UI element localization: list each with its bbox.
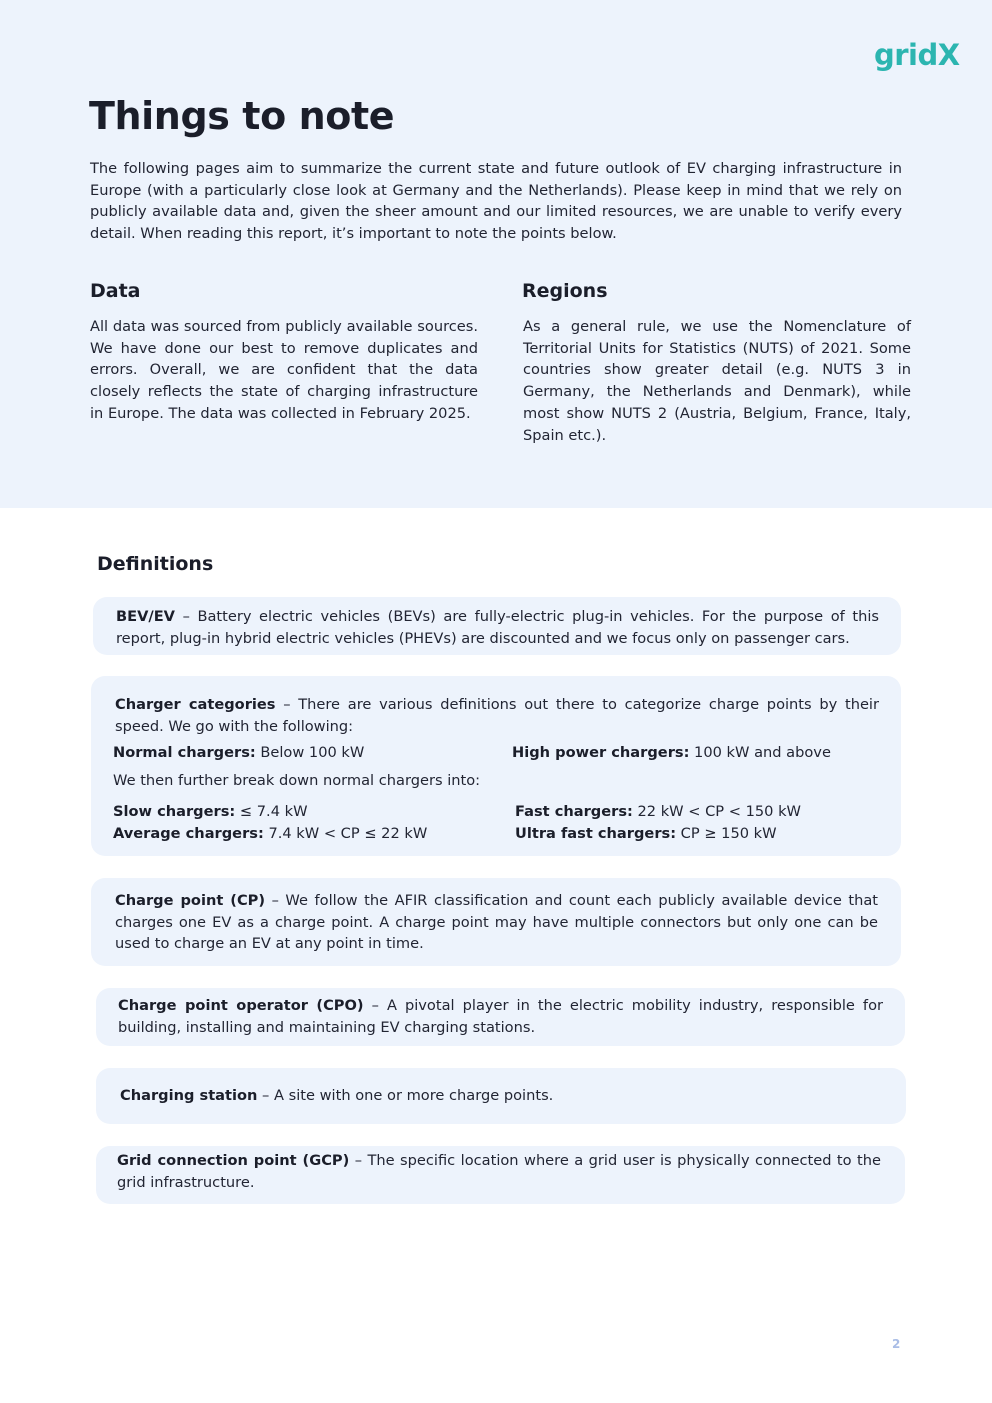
normal-chargers-label: Normal chargers:: [113, 744, 256, 761]
average-chargers-row: [113, 823, 427, 845]
regions-text: As a general rule, we use the Nomenclature of Territorial Units for Statistics (NUTS) of 2021. Some countries show greater detail (e.g. NUTS 3 in Germany, the Netherlands and Denmark), while most show NUTS 2 (Austria, Belgium, France, Italy, Spain etc.).: [523, 318, 911, 444]
regions-heading: Regions: [522, 280, 608, 302]
gcp-text: – The specific location where a grid user is physically connected to the grid infrastructure.: [117, 1152, 881, 1191]
bev-definition: [116, 606, 879, 649]
fast-chargers-label: Fast chargers:: [515, 803, 633, 820]
intro-paragraph: The following pages aim to summarize the current state and future outlook of EV charging infrastructure in Europe (with a particularly close look at Germany and the Netherlands). Please keep in mind that we rely on publicly available data and, given the sheer amount and our limited resources, we are unable to verify every detail. When reading this report, it’s important to note the points below.: [90, 160, 902, 243]
definition-card-cpo: [96, 988, 905, 1046]
cpo-term: Charge point operator (CPO): [118, 997, 364, 1014]
definition-card-charge-point: [91, 878, 901, 966]
average-chargers-value: 7.4 kW < CP ≤ 22 kW: [263, 825, 428, 842]
gcp-definition: [117, 1150, 881, 1193]
page-number: 2: [892, 1337, 901, 1351]
ultra-fast-chargers-value: CP ≥ 150 kW: [676, 825, 777, 842]
cpo-definition: [118, 995, 883, 1038]
bev-term: BEV/EV: [116, 608, 175, 625]
high-power-chargers-label: High power chargers:: [512, 744, 690, 761]
fast-chargers-value: 22 kW < CP < 150 kW: [632, 803, 801, 820]
gridx-logo: gridX: [874, 38, 960, 72]
normal-chargers-value: Below 100 kW: [255, 744, 365, 761]
high-power-chargers-value: 100 kW and above: [689, 744, 831, 761]
cpo-text: – A pivotal player in the electric mobility industry, responsible for building, installing and maintaining EV charging stations.: [118, 997, 883, 1036]
charge-point-term: Charge point (CP): [115, 892, 266, 909]
high-power-chargers-row: [512, 742, 831, 764]
definitions-heading: Definitions: [97, 553, 214, 575]
charger-categories-text: – There are various definitions out there to categorize charge points by their speed. We go with the following:: [115, 696, 879, 735]
normal-chargers-row: [113, 742, 364, 764]
ultra-fast-chargers-row: [515, 823, 777, 845]
ultra-fast-chargers-label: Ultra fast chargers:: [515, 825, 677, 842]
definition-card-charger-categories: [91, 676, 901, 856]
data-heading: Data: [90, 280, 141, 302]
charging-station-term: Charging station: [120, 1087, 258, 1104]
breakdown-text: We then further break down normal chargers into:: [113, 772, 481, 789]
definition-card-charging-station: [96, 1068, 906, 1124]
data-text: All data was sourced from publicly available sources. We have done our best to remove duplicates and errors. Overall, we are confident that the data closely reflects the state of charging infrastructure in Europe. The data was collected in February 2025.: [90, 318, 478, 422]
charging-station-definition: [120, 1085, 884, 1107]
fast-chargers-row: [515, 801, 801, 823]
average-chargers-label: Average chargers:: [113, 825, 264, 842]
page-title: Things to note: [89, 94, 395, 138]
charge-point-definition: [115, 890, 878, 955]
bev-text: – Battery electric vehicles (BEVs) are fully-electric plug-in vehicles. For the purpose of this report, plug-in hybrid electric vehicles (PHEVs) are discounted and we focus only on passenger cars.: [116, 608, 879, 647]
definition-card-gcp: [96, 1146, 905, 1204]
slow-chargers-row: [113, 801, 308, 823]
charger-categories-term: Charger categories: [115, 696, 276, 713]
slow-chargers-value: ≤ 7.4 kW: [235, 803, 308, 820]
slow-chargers-label: Slow chargers:: [113, 803, 236, 820]
charger-categories-definition: [115, 694, 879, 737]
gcp-term: Grid connection point (GCP): [117, 1152, 350, 1169]
charging-station-text: – A site with one or more charge points.: [257, 1087, 554, 1104]
charge-point-text: – We follow the AFIR classification and count each publicly available device that charges one EV as a charge point. A charge point may have multiple connectors but only one can be used to charge an EV at any point in time.: [115, 892, 878, 953]
definition-card-bev: [93, 597, 901, 655]
